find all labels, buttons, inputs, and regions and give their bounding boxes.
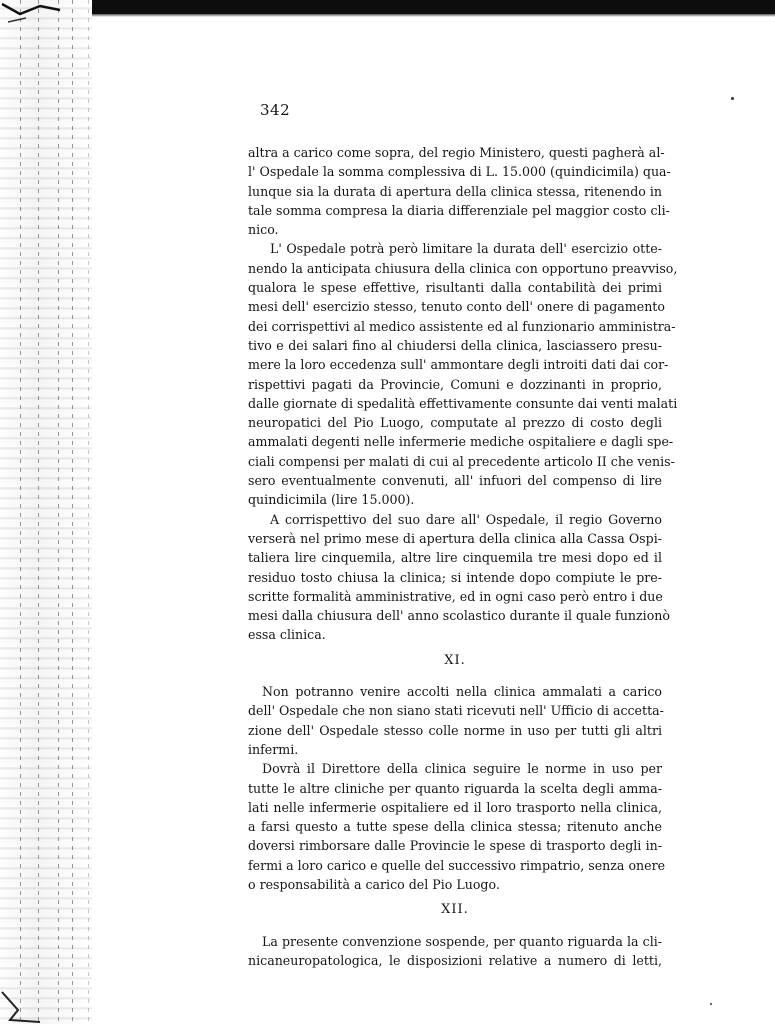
binding-line: [20, 0, 21, 1024]
binding-line: [72, 0, 73, 1024]
text-line: dalle giornate di spedalità effettivamente consunte dai venti malati: [248, 395, 678, 411]
speck: [710, 1003, 712, 1005]
text-line: lati nelle infermerie ospitaliere ed il loro trasporto nella clinica,: [248, 799, 662, 815]
text-line: essa clinica.: [248, 627, 326, 643]
text-line: residuo tosto chiusa la clinica; si intende dopo compiute le pre-: [248, 569, 662, 585]
text-line: nendo la anticipata chiusura della clinica con opportuno preavviso,: [248, 260, 678, 276]
text-line: La presente convenzione sospende, per quanto riguarda la cli-: [262, 933, 662, 949]
paragraph-xii-1: [248, 932, 662, 971]
speck: [731, 97, 734, 100]
text-line: tutte le altre cliniche per quanto riguarda la scelta degli amma-: [248, 780, 662, 796]
scan-top-shadow: [0, 14, 775, 17]
text-line: mesi dalla chiusura dell' anno scolastico durante il quale funzionò: [248, 608, 670, 624]
page-body: [248, 143, 678, 970]
text-line: taliera lire cinquemila, altre lire cinquemila tre mesi dopo ed il: [248, 550, 662, 566]
bottom-scan-artifact: [0, 984, 60, 1024]
page-binding-edge: [0, 0, 92, 1024]
text-line: a farsi questo a tutte spese della clinica stessa; ritenuto anche: [248, 819, 662, 835]
text-line: ammalati degenti nelle infermerie mediche ospitaliere e dagli spe-: [248, 434, 674, 450]
scan-top-border: [0, 0, 775, 14]
paragraph-2: [248, 239, 678, 509]
corner-scan-artifact: [0, 0, 70, 30]
text-line: tivo e dei salari fino al chiudersi della clinica, lasciassero presu-: [248, 337, 662, 353]
paragraph-3: [248, 510, 670, 645]
text-line: l' Ospedale la somma complessiva di L. 15.000 (quindicimila) qua-: [248, 164, 671, 180]
text-line: Non potranno venire accolti nella clinica ammalati a carico: [262, 684, 662, 700]
paragraph-xi-1: [248, 682, 662, 759]
paragraph-1: [248, 143, 671, 239]
text-line: neuropatici del Pio Luogo, computate al prezzo di costo degli: [248, 415, 662, 431]
text-line: rispettivi pagati da Provincie, Comuni e dozzinanti in proprio,: [248, 376, 662, 392]
text-line: nicaneuropatologica, le disposizioni relative a numero di letti,: [248, 952, 662, 968]
text-line: o responsabilità a carico del Pio Luogo.: [248, 876, 500, 892]
text-line: nico.: [248, 222, 279, 238]
text-line: zione dell' Ospedale stesso colle norme in uso per tutti gli altri: [248, 722, 662, 738]
text-line: doversi rimborsare dalle Provincie le spese di trasporto degli in-: [248, 838, 662, 854]
section-heading-xii: XII.: [441, 902, 469, 918]
text-line: qualora le spese effettive, risultanti dalla contabilità dei primi: [248, 280, 662, 296]
text-line: Dovrà il Direttore della clinica seguire le norme in uso per: [262, 761, 662, 777]
text-line: infermi.: [248, 741, 299, 757]
text-line: A corrispettivo del suo dare all' Ospedale, il regio Governo: [270, 511, 662, 527]
text-line: scritte formalità amministrative, ed in ogni caso però entro i due: [248, 588, 663, 604]
text-line: tale somma compresa la diaria differenziale pel maggior costo cli-: [248, 202, 670, 218]
page-number: 342: [260, 101, 291, 119]
binding-line: [58, 0, 59, 1024]
text-line: dei corrispettivi al medico assistente ed al funzionario amministra-: [248, 318, 676, 334]
text-line: quindicimila (lire 15.000).: [248, 492, 415, 508]
text-line: lunque sia la durata di apertura della clinica stessa, ritenendo in: [248, 183, 662, 199]
text-line: altra a carico come sopra, del regio Ministero, questi pagherà al-: [248, 145, 665, 160]
text-line: fermi a loro carico e quelle del successivo rimpatrio, senza onere: [248, 857, 666, 873]
text-line: L' Ospedale potrà però limitare la durata dell' esercizio otte-: [270, 241, 662, 257]
text-line: mere la loro eccedenza sull' ammontare degli introiti dati dai cor-: [248, 357, 669, 373]
text-line: verserà nel primo mese di apertura della clinica alla Cassa Ospi-: [248, 530, 662, 546]
binding-line: [88, 0, 89, 1024]
text-line: dell' Ospedale che non siano stati ricevuti nell' Ufficio di accetta-: [248, 703, 664, 719]
binding-line: [38, 0, 39, 1024]
text-line: ciali compensi per malati di cui al precedente articolo II che venis-: [248, 453, 675, 469]
text-line: mesi dell' esercizio stesso, tenuto conto dell' onere di pagamento: [248, 299, 665, 315]
text-line: sero eventualmente convenuti, all' infuori del compenso di lire: [248, 473, 662, 489]
paragraph-xi-2: [248, 759, 666, 894]
section-heading-xi: XI.: [444, 652, 466, 668]
